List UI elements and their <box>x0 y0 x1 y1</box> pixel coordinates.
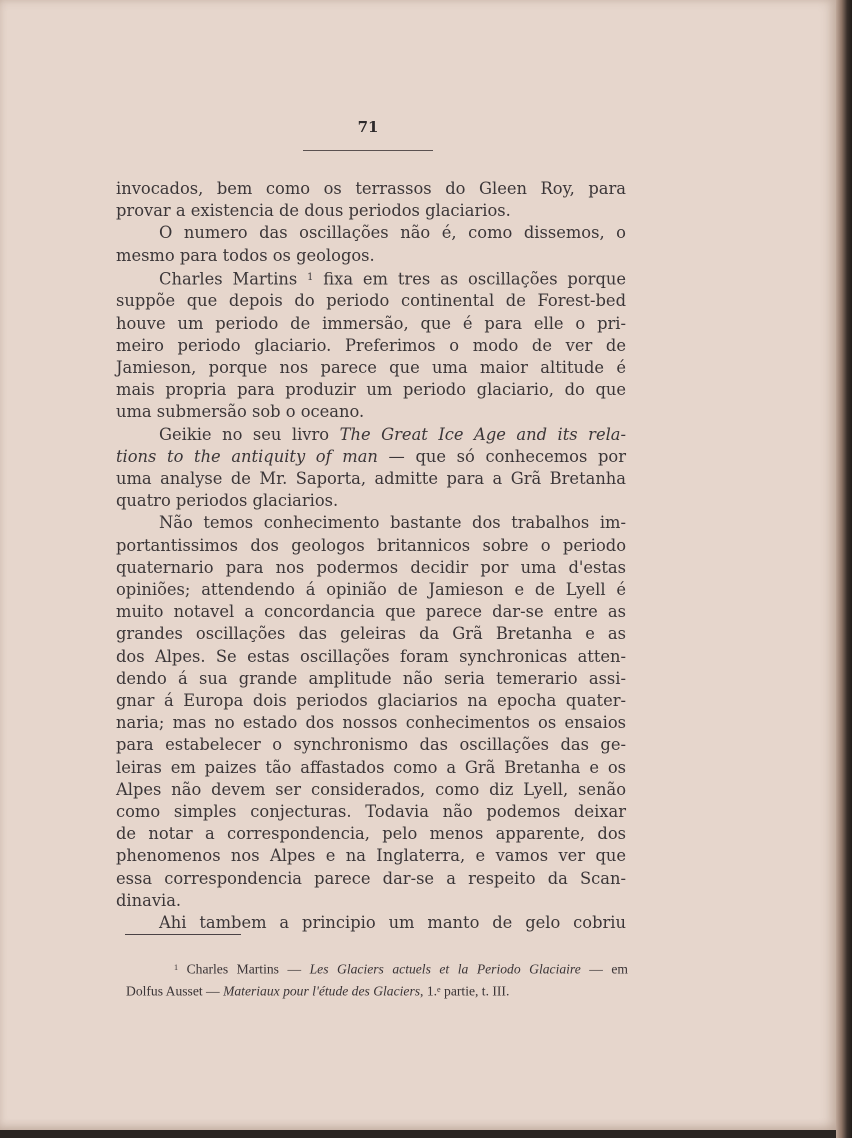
book-title: The Great Ice Age and its rela- <box>339 424 627 444</box>
text-line: naria; mas no estado dos nossos conhecimentos os ensaios <box>116 713 626 733</box>
text-line: houve um periodo de immersão, que é para elle o pri- <box>116 313 626 333</box>
footnote-text: — em <box>580 961 629 977</box>
header-rule <box>303 150 433 151</box>
page-number: 71 <box>357 118 379 136</box>
footnote-title: Les Glaciers actuels et la Periodo Glaciaire <box>309 961 581 977</box>
text-line: dos Alpes. Se estas oscillações foram synchronicas atten- <box>116 646 626 666</box>
text-line: dinavia. <box>116 890 182 910</box>
footnote <box>126 958 628 1001</box>
text-line: Não temos conhecimento bastante dos trabalhos im- <box>159 513 626 533</box>
text-line: Alpes não devem ser considerados, como diz Lyell, senão <box>116 779 626 799</box>
text-line: opiniões; attendendo á opinião de Jamieson e de Lyell é <box>116 580 626 600</box>
text-line: para estabelecer o synchronismo das oscillações das ge- <box>116 735 626 755</box>
text-line: invocados, bem como os terrassos do Gleen Roy, para <box>116 179 626 198</box>
text-fragment: Charles Martins <box>159 269 298 289</box>
text-line: de notar a correspondencia, pelo menos apparente, dos <box>116 824 626 844</box>
text-fragment: fixa em tres as oscillações porque <box>313 269 626 289</box>
text-line: uma analyse de Mr. Saporta, admitte para a Grã Bretanha <box>116 469 626 489</box>
footnote-marker: 1 <box>174 963 179 972</box>
book-title: tions to the antiquity of man <box>116 446 378 466</box>
text-line: dendo á sua grande amplitude não seria temerario assi- <box>116 668 626 688</box>
text-line: provar a existencia de dous periodos glaciarios. <box>116 201 511 221</box>
footnote-line <box>126 980 628 1002</box>
footnote-title: Materiaux pour l'étude des Glaciers <box>223 983 421 999</box>
text-line: mais propria para produzir um periodo glaciario, do que <box>116 380 626 400</box>
text-line: Jamieson, porque nos parece que uma maior altitude é <box>116 358 626 378</box>
text-line: quaternario para nos podermos decidir por uma d'estas <box>116 557 626 577</box>
text-line: Ahi tambem a principio um manto de gelo cobriu <box>159 913 626 933</box>
footnote-author: Dolfus Ausset — <box>126 983 224 999</box>
text-fragment: Geikie no seu livro <box>159 424 330 444</box>
text-line: grandes oscillações das geleiras da Grã Bretanha e as <box>116 624 626 644</box>
book-binding-edge <box>836 0 852 1138</box>
footnote-line <box>126 958 628 980</box>
text-line: muito notavel a concordancia que parece dar-se entre as <box>116 602 626 622</box>
footnote-text: , 1. <box>420 983 438 999</box>
text-line: portantissimos dos geologos britannicos sobre o periodo <box>116 535 626 555</box>
text-line: mesmo para todos os geologos. <box>116 245 375 265</box>
footnote-text: partie, t. III. <box>440 983 510 999</box>
text-fragment: — que só conhecemos por <box>377 446 626 466</box>
footnote-rule <box>125 934 241 935</box>
text-line: meiro periodo glaciario. Preferimos o modo de ver de <box>116 335 626 355</box>
text-line <box>116 267 626 291</box>
text-line: quatro periodos glaciarios. <box>116 491 339 511</box>
text-line <box>116 446 626 468</box>
footnote-superscript: e <box>437 984 441 994</box>
footnote-reference: 1 <box>307 271 314 283</box>
text-line: leiras em paizes tão affastados como a Grã Bretanha e os <box>116 757 626 777</box>
text-line <box>116 424 626 446</box>
body-text <box>116 178 626 934</box>
text-line: uma submersão sob o oceano. <box>116 402 365 422</box>
text-line: phenomenos nos Alpes e na Inglaterra, e vamos ver que <box>116 846 626 866</box>
text-line: essa correspondencia parece dar-se a respeito da Scan- <box>116 868 626 888</box>
text-line: suppõe que depois do periodo continental de Forest-bed <box>116 291 626 311</box>
footnote-author: Charles Martins — <box>186 961 310 977</box>
text-line: O numero das oscillações não é, como dissemos, o <box>159 223 626 243</box>
text-line: gnar á Europa dois periodos glaciarios na epocha quater- <box>116 691 626 711</box>
text-line: como simples conjecturas. Todavia não podemos deixar <box>116 802 626 822</box>
